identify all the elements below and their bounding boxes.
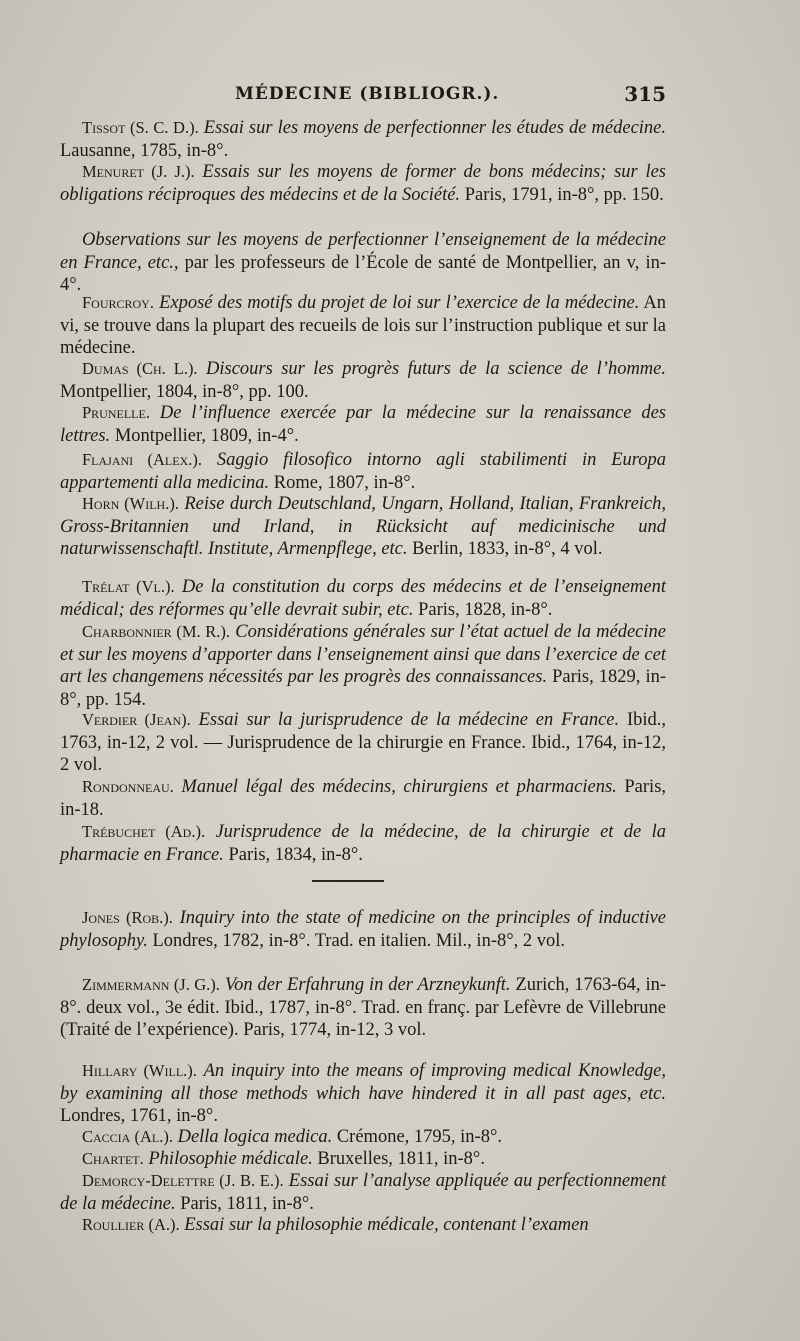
entry-title: Reise durch Deutschland, Ungarn, Holland, Italian, Frankreich, Gross-Britannien und Irland, in Rücksicht auf medicinische und naturwissenschaftl. Institute, Armenpflege, etc. — [60, 494, 667, 559]
entry-author: Horn (Wilh.). — [82, 494, 179, 513]
entry-title: Manuel légal des médecins, chirurgiens et pharmaciens. — [181, 777, 617, 797]
entry-details: Berlin, 1833, in-8°, 4 vol. — [412, 539, 603, 559]
entry-title: Discours sur les progrès futurs de la science de l’homme. — [206, 359, 666, 379]
bibliography-entry — [60, 576, 666, 621]
entry-details: Paris, 1791, in-8°, pp. 150. — [464, 184, 664, 205]
entry-author: Chartet. — [82, 1149, 144, 1168]
entry-title: Exposé des motifs du projet de loi sur l’exercice de la médecine. — [159, 293, 640, 313]
entry-author: Trélat (Vl.). — [82, 577, 175, 596]
entry-author: Dumas (Ch. L.). — [82, 359, 198, 378]
entry-author: Trébuchet (Ad.). — [82, 822, 206, 841]
entry-details: Lausanne, 1785, in-8°. — [60, 140, 229, 161]
entry-details: Londres, 1782, in-8°. Trad. en italien. Mil., in-8°, 2 vol. — [152, 930, 566, 951]
page-number: 315 — [624, 82, 666, 106]
entry-details: par les professeurs de l’École de santé de Montpellier, an v, in-4°. — [60, 252, 666, 295]
entry-details: Ibid., 1763, in-12, 2 vol. — Jurisprudence de la chirurgie en France. Ibid., 1764, in-12, 2 vol. — [60, 710, 667, 775]
section-divider — [312, 880, 384, 882]
page-header — [60, 78, 666, 114]
entry-title: Essais sur les moyens de former de bons médecins; sur les obligations réciproques des médecins et de la Société. — [60, 162, 666, 205]
bibliography-entry — [60, 1148, 666, 1171]
entry-details: Bruxelles, 1811, in-8°. — [317, 1149, 485, 1169]
entry-title: Essai sur la jurisprudence de la médecine en France. — [198, 710, 620, 730]
bibliography-entry — [60, 493, 666, 561]
bibliography-entry — [60, 907, 666, 952]
entry-details: Crémone, 1795, in-8°. — [336, 1127, 502, 1147]
bibliography-entry — [60, 229, 666, 297]
entry-author: Caccia (Al.). — [82, 1127, 173, 1146]
bibliography-entry — [60, 449, 666, 494]
bibliography-entry — [60, 821, 666, 866]
entry-title: De la constitution du corps des médecins et de l’enseignement médical; des réformes qu’elle devrait subir, etc. — [60, 577, 666, 620]
bibliography-entry — [60, 358, 666, 403]
bibliography-entry — [60, 1214, 666, 1237]
entry-author: Zimmermann (J. G.). — [82, 975, 220, 994]
entry-title: De l’influence exercée par la médecine sur la renaissance des lettres. — [60, 403, 667, 446]
bibliography-entry — [60, 1126, 666, 1149]
bibliography-entry — [60, 117, 666, 162]
bibliography-entry — [60, 402, 666, 447]
entry-details: Paris, 1811, in-8°. — [180, 1193, 314, 1214]
bibliography-entry — [60, 974, 666, 1042]
entry-author: Jones (Rob.). — [82, 908, 173, 927]
entry-details: Paris, 1828, in-8°. — [418, 599, 553, 620]
entry-title: Essai sur les moyens de perfectionner les études de médecine. — [203, 118, 667, 138]
entry-details: Paris, 1829, in-8°, pp. 154. — [60, 667, 666, 710]
entry-author: Roullier (A.). — [82, 1215, 180, 1234]
entry-author: Charbonnier (M. R.). — [82, 622, 231, 641]
entry-title: Observations sur les moyens de perfectionner l’enseignement de la médecine en France, etc., — [60, 230, 666, 273]
entry-details: Montpellier, 1804, in-8°, pp. 100. — [60, 381, 309, 402]
entry-title: Della logica medica. — [177, 1127, 333, 1147]
entry-details: An vi, se trouve dans la plupart des recueils de lois sur l’instruction publique et sur la médecine. — [60, 293, 667, 358]
entry-title: Von der Erfahrung in der Arzneykunft. — [224, 975, 511, 995]
entry-details: Rome, 1807, in-8°. — [273, 472, 416, 493]
entry-title: Saggio filosofico intorno agli stabilimenti in Europa appartementi alla medicina. — [60, 450, 667, 493]
bibliography-entry — [60, 1060, 666, 1128]
entry-author: Prunelle. — [82, 403, 150, 422]
entry-title: Inquiry into the state of medicine on the principles of inductive phylosophy. — [60, 908, 667, 951]
entry-title: Considérations générales sur l’état actuel de la médecine et sur les moyens d’apporter dans l’enseignement ainsi que dans l’exercice de cet art les changemens nécessités par les progrès des connaissances. — [60, 622, 666, 687]
bibliography-entry — [60, 292, 666, 360]
entry-details: Montpellier, 1809, in-4°. — [114, 425, 299, 446]
bibliography-entry — [60, 161, 666, 206]
entry-details: Zurich, 1763-64, in-8°. deux vol., 3e édit. Ibid., 1787, in-8°. Trad. en franç. par Lefèvre de Villebrune (Traité de l’expérience). Paris, 1774, in-12, 3 vol. — [60, 975, 667, 1040]
entry-title: Philosophie médicale. — [148, 1149, 313, 1169]
bibliography-entry — [60, 1170, 666, 1215]
entry-title: Essai sur l’analyse appliquée au perfectionnement de la médecine. — [60, 1171, 666, 1214]
entry-author: Verdier (Jean). — [82, 710, 191, 729]
bibliography-entry — [60, 776, 666, 821]
entry-author: Fourcroy. — [82, 293, 154, 312]
entry-title: An inquiry into the means of improving medical Knowledge, by examining all those methods which have hindered it in all past ages, etc. — [60, 1061, 667, 1104]
bibliography-entry — [60, 621, 666, 711]
entry-author: Rondonneau. — [82, 777, 174, 796]
running-title: MÉDECINE (BIBLIOGR.). — [235, 84, 500, 104]
entry-author: Demorcy-Delettre (J. B. E.). — [82, 1171, 284, 1190]
entry-title: Essai sur la philosophie médicale, contenant l’examen — [184, 1215, 589, 1235]
entry-author: Flajani (Alex.). — [82, 450, 202, 469]
bibliography-entry — [60, 709, 666, 777]
entry-details: Paris, in-18. — [60, 777, 667, 820]
entry-details: Paris, 1834, in-8°. — [228, 844, 363, 865]
entry-author: Hillary (Will.). — [82, 1061, 197, 1080]
entry-author: Tissot (S. C. D.). — [82, 118, 199, 137]
entry-title: Jurisprudence de la médecine, de la chirurgie et de la pharmacie en France. — [60, 822, 667, 865]
entry-author: Menuret (J. J.). — [82, 162, 195, 181]
entry-details: Londres, 1761, in-8°. — [60, 1106, 218, 1126]
